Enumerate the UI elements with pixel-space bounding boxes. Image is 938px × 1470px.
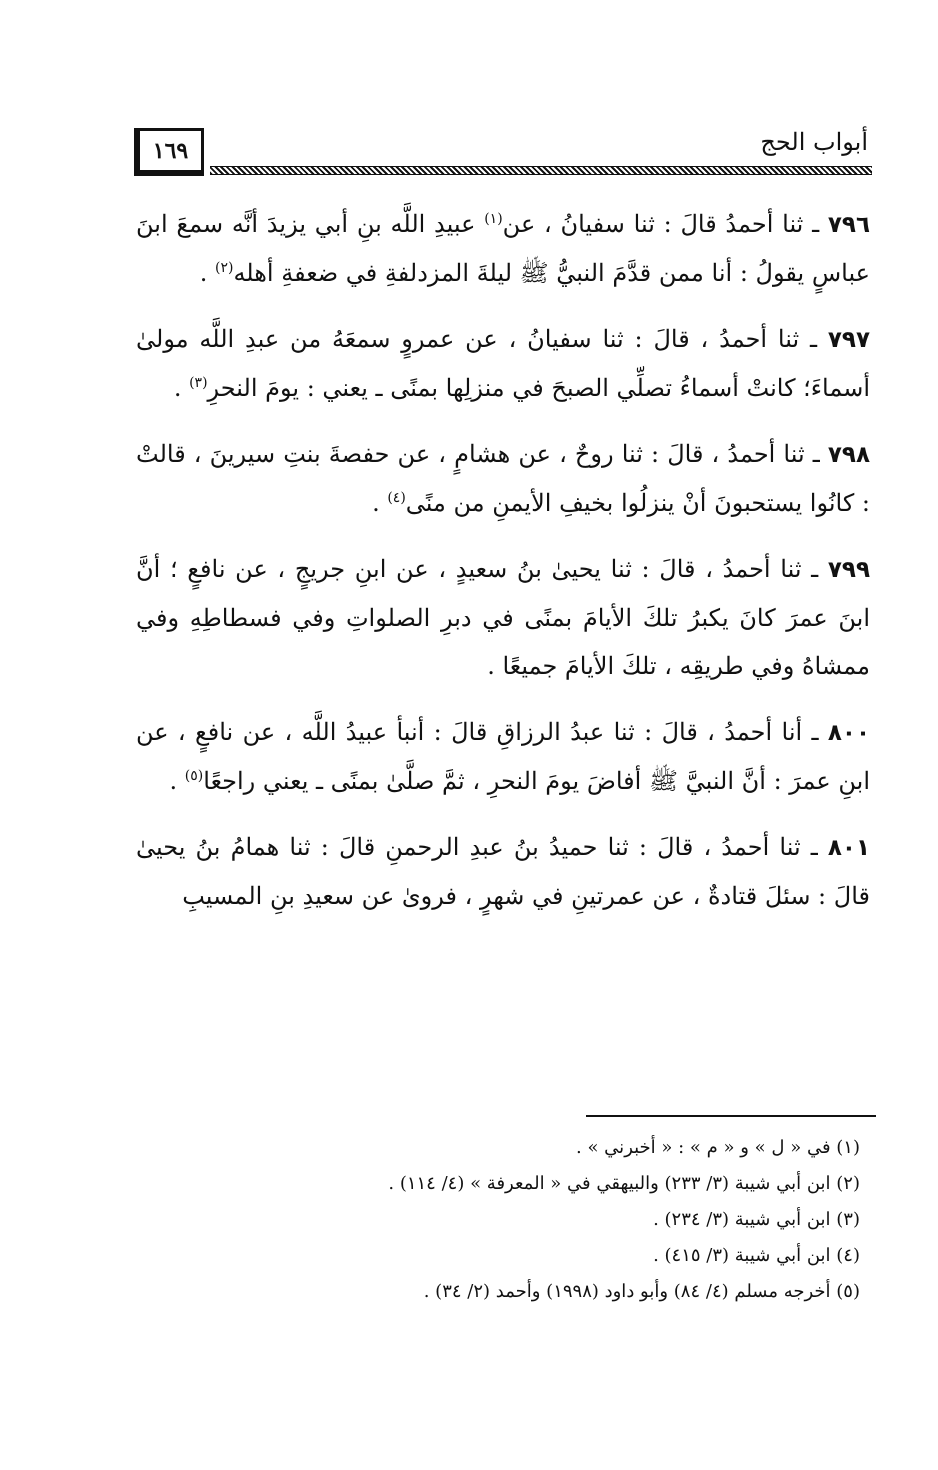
hadith-number: ٨٠١ (827, 835, 870, 861)
hadith-text: عبيدِ اللَّه بنِ أبي يزيدَ أنَّه سمعَ ابنَ عباسٍ يقولُ : أنا ممن قدَّمَ النبيُّ ﷺ ليلةَ المزدلفةِ في ضعفةِ أهله (136, 210, 870, 287)
hadith-text: ـ ثنا أحمدُ ، قالَ : ثنا سفيانُ ، عن عمروٍ سمعَهُ من عبدِ اللَّه مولىٰ أسماءَ؛ كانتْ أسماءُ تصلِّي الصبحَ في منزلِها بمنًى ـ يعني : يومَ النحرِ (136, 325, 870, 402)
main-text (136, 200, 870, 938)
hadith-number: ٧٩٨ (827, 442, 870, 468)
footnote-separator (586, 1115, 876, 1117)
footnote-ref[interactable]: (٤) (387, 490, 406, 506)
footnote-4: (٤) ابن أبي شيبة (٣/ ٤١٥) . (653, 1245, 860, 1266)
running-title: أبواب الحج (760, 128, 868, 156)
hadith-paragraph-800 (136, 708, 870, 805)
hadith-paragraph-798 (136, 430, 870, 527)
page-number-box (134, 128, 204, 176)
hadith-text: ـ ثنا أحمدُ ، قالَ : ثنا يحيىٰ بنُ سعيدٍ ، عن ابنِ جريجٍ ، عن نافعٍ ؛ أنَّ ابنَ عمرَ كانَ يكبرُ تلكَ الأيامَ بمنًى في دبرِ الصلواتِ وفي فسطاطِهِ وفي ممشاهُ وفي طريقِه ، تلكَ الأيامَ جميعًا . (136, 555, 870, 680)
hadith-number: ٧٩٧ (827, 327, 870, 353)
hadith-text: ـ ثنا أحمدُ قالَ : ثنا سفيانُ ، عن (502, 210, 828, 238)
hadith-paragraph-801 (136, 823, 870, 920)
footnote-ref[interactable]: (٣) (189, 375, 208, 391)
hadith-number: ٧٩٦ (827, 212, 870, 238)
hadith-paragraph-796 (136, 200, 870, 297)
hadith-text: . (173, 374, 190, 402)
hadith-paragraph-799 (136, 545, 870, 690)
page-number: ١٦٩ (152, 137, 189, 164)
footnote-ref[interactable]: (٢) (214, 260, 234, 276)
hadith-number: ٧٩٩ (827, 557, 870, 583)
footnote-2: (٢) ابن أبي شيبة (٣/ ٢٣٣) والبيهقي في « المعرفة » (٤/ ١١٤) . (388, 1173, 860, 1194)
footnotes (200, 1130, 860, 1310)
hadith-text: ـ ثنا أحمدُ ، قالَ : ثنا حميدُ بنُ عبدِ الرحمنِ قالَ : ثنا همامُ بنُ يحيىٰ قالَ : سئلَ قتادةٌ ، عن عمرتينِ في شهرٍ ، فروىٰ عن سعيدِ بنِ المسيبِ (136, 833, 870, 910)
hadith-text: . (372, 489, 388, 517)
hadith-paragraph-797 (136, 315, 870, 412)
hadith-number: ٨٠٠ (827, 720, 870, 746)
hadith-text: . (199, 259, 215, 287)
header-decorative-rule (210, 166, 872, 175)
footnote-3: (٣) ابن أبي شيبة (٣/ ٢٣٤) . (653, 1209, 860, 1230)
hadith-text: . (169, 767, 185, 795)
footnote-ref[interactable]: (١) (484, 211, 503, 227)
hadith-text: ـ أنا أحمدُ ، قالَ : ثنا عبدُ الرزاقِ قالَ : أنبأ عبيدُ اللَّه ، عن نافعٍ ، عن ابنِ عمرَ : أنَّ النبيَّ ﷺ أفاضَ يومَ النحرِ ، ثمَّ صلَّىٰ بمنًى ـ يعني راجعًا (136, 718, 870, 795)
hadith-text: ـ ثنا أحمدُ ، قالَ : ثنا روحٌ ، عن هشامٍ ، عن حفصةَ بنتِ سيرينَ ، قالتْ : كانُوا يستحبونَ أنْ ينزلُوا بخيفِ الأيمنِ من منًى (136, 440, 870, 517)
footnote-5: (٥) أخرجه مسلم (٤/ ٨٤) وأبو داود (١٩٩٨) وأحمد (٢/ ٣٤) . (423, 1281, 860, 1302)
page-header (134, 128, 872, 184)
footnote-ref[interactable]: (٥) (184, 768, 204, 784)
footnote-1: (١) في « ل » و « م » : « أخبرني » . (576, 1137, 860, 1158)
